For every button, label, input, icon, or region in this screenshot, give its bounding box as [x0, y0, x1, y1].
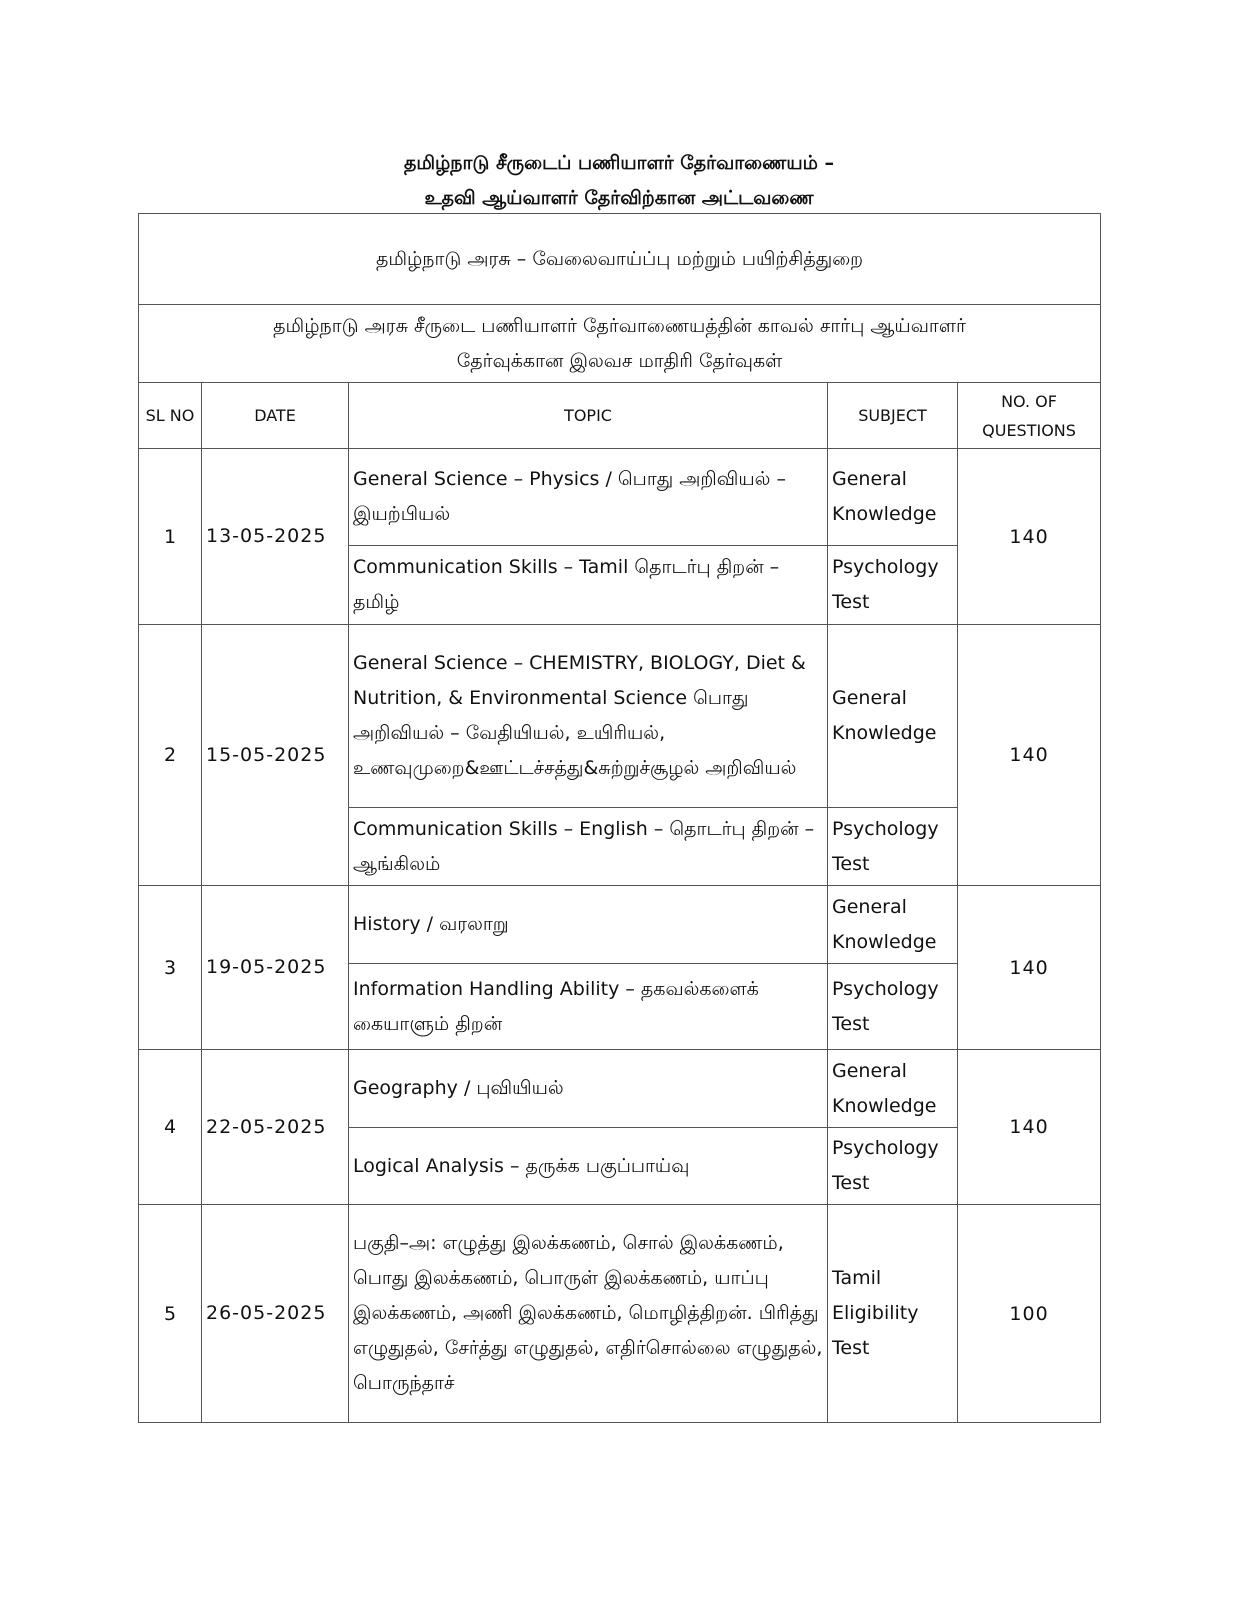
subject-cell: General Knowledge	[828, 886, 958, 964]
topic-cell: Communication Skills – English – தொடர்பு திறன் – ஆங்கிலம்	[349, 808, 828, 886]
header-sl-no: SL NO	[139, 383, 202, 449]
banner-row-department	[139, 214, 1101, 305]
subject-cell: Psychology Test	[828, 964, 958, 1050]
sl-no-cell: 2	[139, 625, 202, 886]
exam-title-line-1: தமிழ்நாடு அரசு சீருடை பணியாளர் தேர்வாணையத்தின் காவல் சார்பு ஆய்வாளர்	[273, 314, 966, 337]
header-date: DATE	[202, 383, 349, 449]
header-questions-line-1: NO. OF	[1001, 391, 1057, 411]
topic-cell: Communication Skills – Tamil தொடர்பு திறன் – தமிழ்	[349, 546, 828, 625]
banner-row-exam-title	[139, 305, 1101, 383]
table-row	[139, 1205, 1101, 1423]
sl-no-cell: 3	[139, 886, 202, 1050]
subject-cell: Psychology Test	[828, 546, 958, 625]
topic-cell: Geography / புவியியல்	[349, 1050, 828, 1128]
subject-cell: Psychology Test	[828, 808, 958, 886]
document-title	[138, 146, 1100, 216]
subject-cell: Psychology Test	[828, 1128, 958, 1205]
date-cell: 15-05-2025	[202, 625, 349, 886]
header-questions-line-2: QUESTIONS	[982, 420, 1076, 440]
table-row	[139, 625, 1101, 808]
date-cell: 22-05-2025	[202, 1050, 349, 1205]
subject-cell: General Knowledge	[828, 449, 958, 546]
topic-cell: General Science – CHEMISTRY, BIOLOGY, Diet & Nutrition, & Environmental Science பொது அறிவியல் – வேதியியல், உயிரியல், உணவுமுறை&ஊட்டச்சத்து&சுற்றுச்சூழல் அறிவியல்	[349, 625, 828, 808]
topic-cell: Logical Analysis – தருக்க பகுப்பாய்வு	[349, 1128, 828, 1205]
question-count-cell: 140	[958, 886, 1101, 1050]
exam-title-line-2: தேர்வுக்கான இலவச மாதிரி தேர்வுகள்	[456, 349, 783, 372]
header-questions	[958, 383, 1101, 449]
topic-cell: General Science – Physics / பொது அறிவியல் – இயற்பியல்	[349, 449, 828, 546]
title-line-1: தமிழ்நாடு சீருடைப் பணியாளர் தேர்வாணையம் –	[403, 152, 835, 174]
table-row	[139, 1050, 1101, 1128]
sl-no-cell: 5	[139, 1205, 202, 1423]
topic-cell: பகுதி–அ: எழுத்து இலக்கணம், சொல் இலக்கணம், பொது இலக்கணம், பொருள் இலக்கணம், யாப்பு இலக்கணம், அணி இலக்கணம், மொழித்திறன். பிரித்து எழுதுதல், சேர்த்து எழுதுதல், எதிர்சொல்லை எழுதுதல், பொருந்தாச்	[349, 1205, 828, 1423]
department-banner: தமிழ்நாடு அரசு – வேலைவாய்ப்பு மற்றும் பயிற்சித்துறை	[139, 214, 1101, 305]
date-cell: 26-05-2025	[202, 1205, 349, 1423]
header-subject: SUBJECT	[828, 383, 958, 449]
question-count-cell: 100	[958, 1205, 1101, 1423]
sl-no-cell: 1	[139, 449, 202, 625]
topic-cell: History / வரலாறு	[349, 886, 828, 964]
question-count-cell: 140	[958, 1050, 1101, 1205]
subject-cell: Tamil Eligibility Test	[828, 1205, 958, 1423]
exam-title-banner	[139, 305, 1101, 383]
date-cell: 13-05-2025	[202, 449, 349, 625]
table-row	[139, 449, 1101, 546]
subject-cell: General Knowledge	[828, 625, 958, 808]
header-topic: TOPIC	[349, 383, 828, 449]
question-count-cell: 140	[958, 625, 1101, 886]
question-count-cell: 140	[958, 449, 1101, 625]
subject-cell: General Knowledge	[828, 1050, 958, 1128]
title-line-2: உதவி ஆய்வாளர் தேர்விற்கான அட்டவணை	[424, 187, 814, 209]
exam-schedule-table	[138, 213, 1101, 1423]
sl-no-cell: 4	[139, 1050, 202, 1205]
topic-cell: Information Handling Ability – தகவல்களைக் கையாளும் திறன்	[349, 964, 828, 1050]
date-cell: 19-05-2025	[202, 886, 349, 1050]
header-row	[139, 383, 1101, 449]
table-row	[139, 886, 1101, 964]
